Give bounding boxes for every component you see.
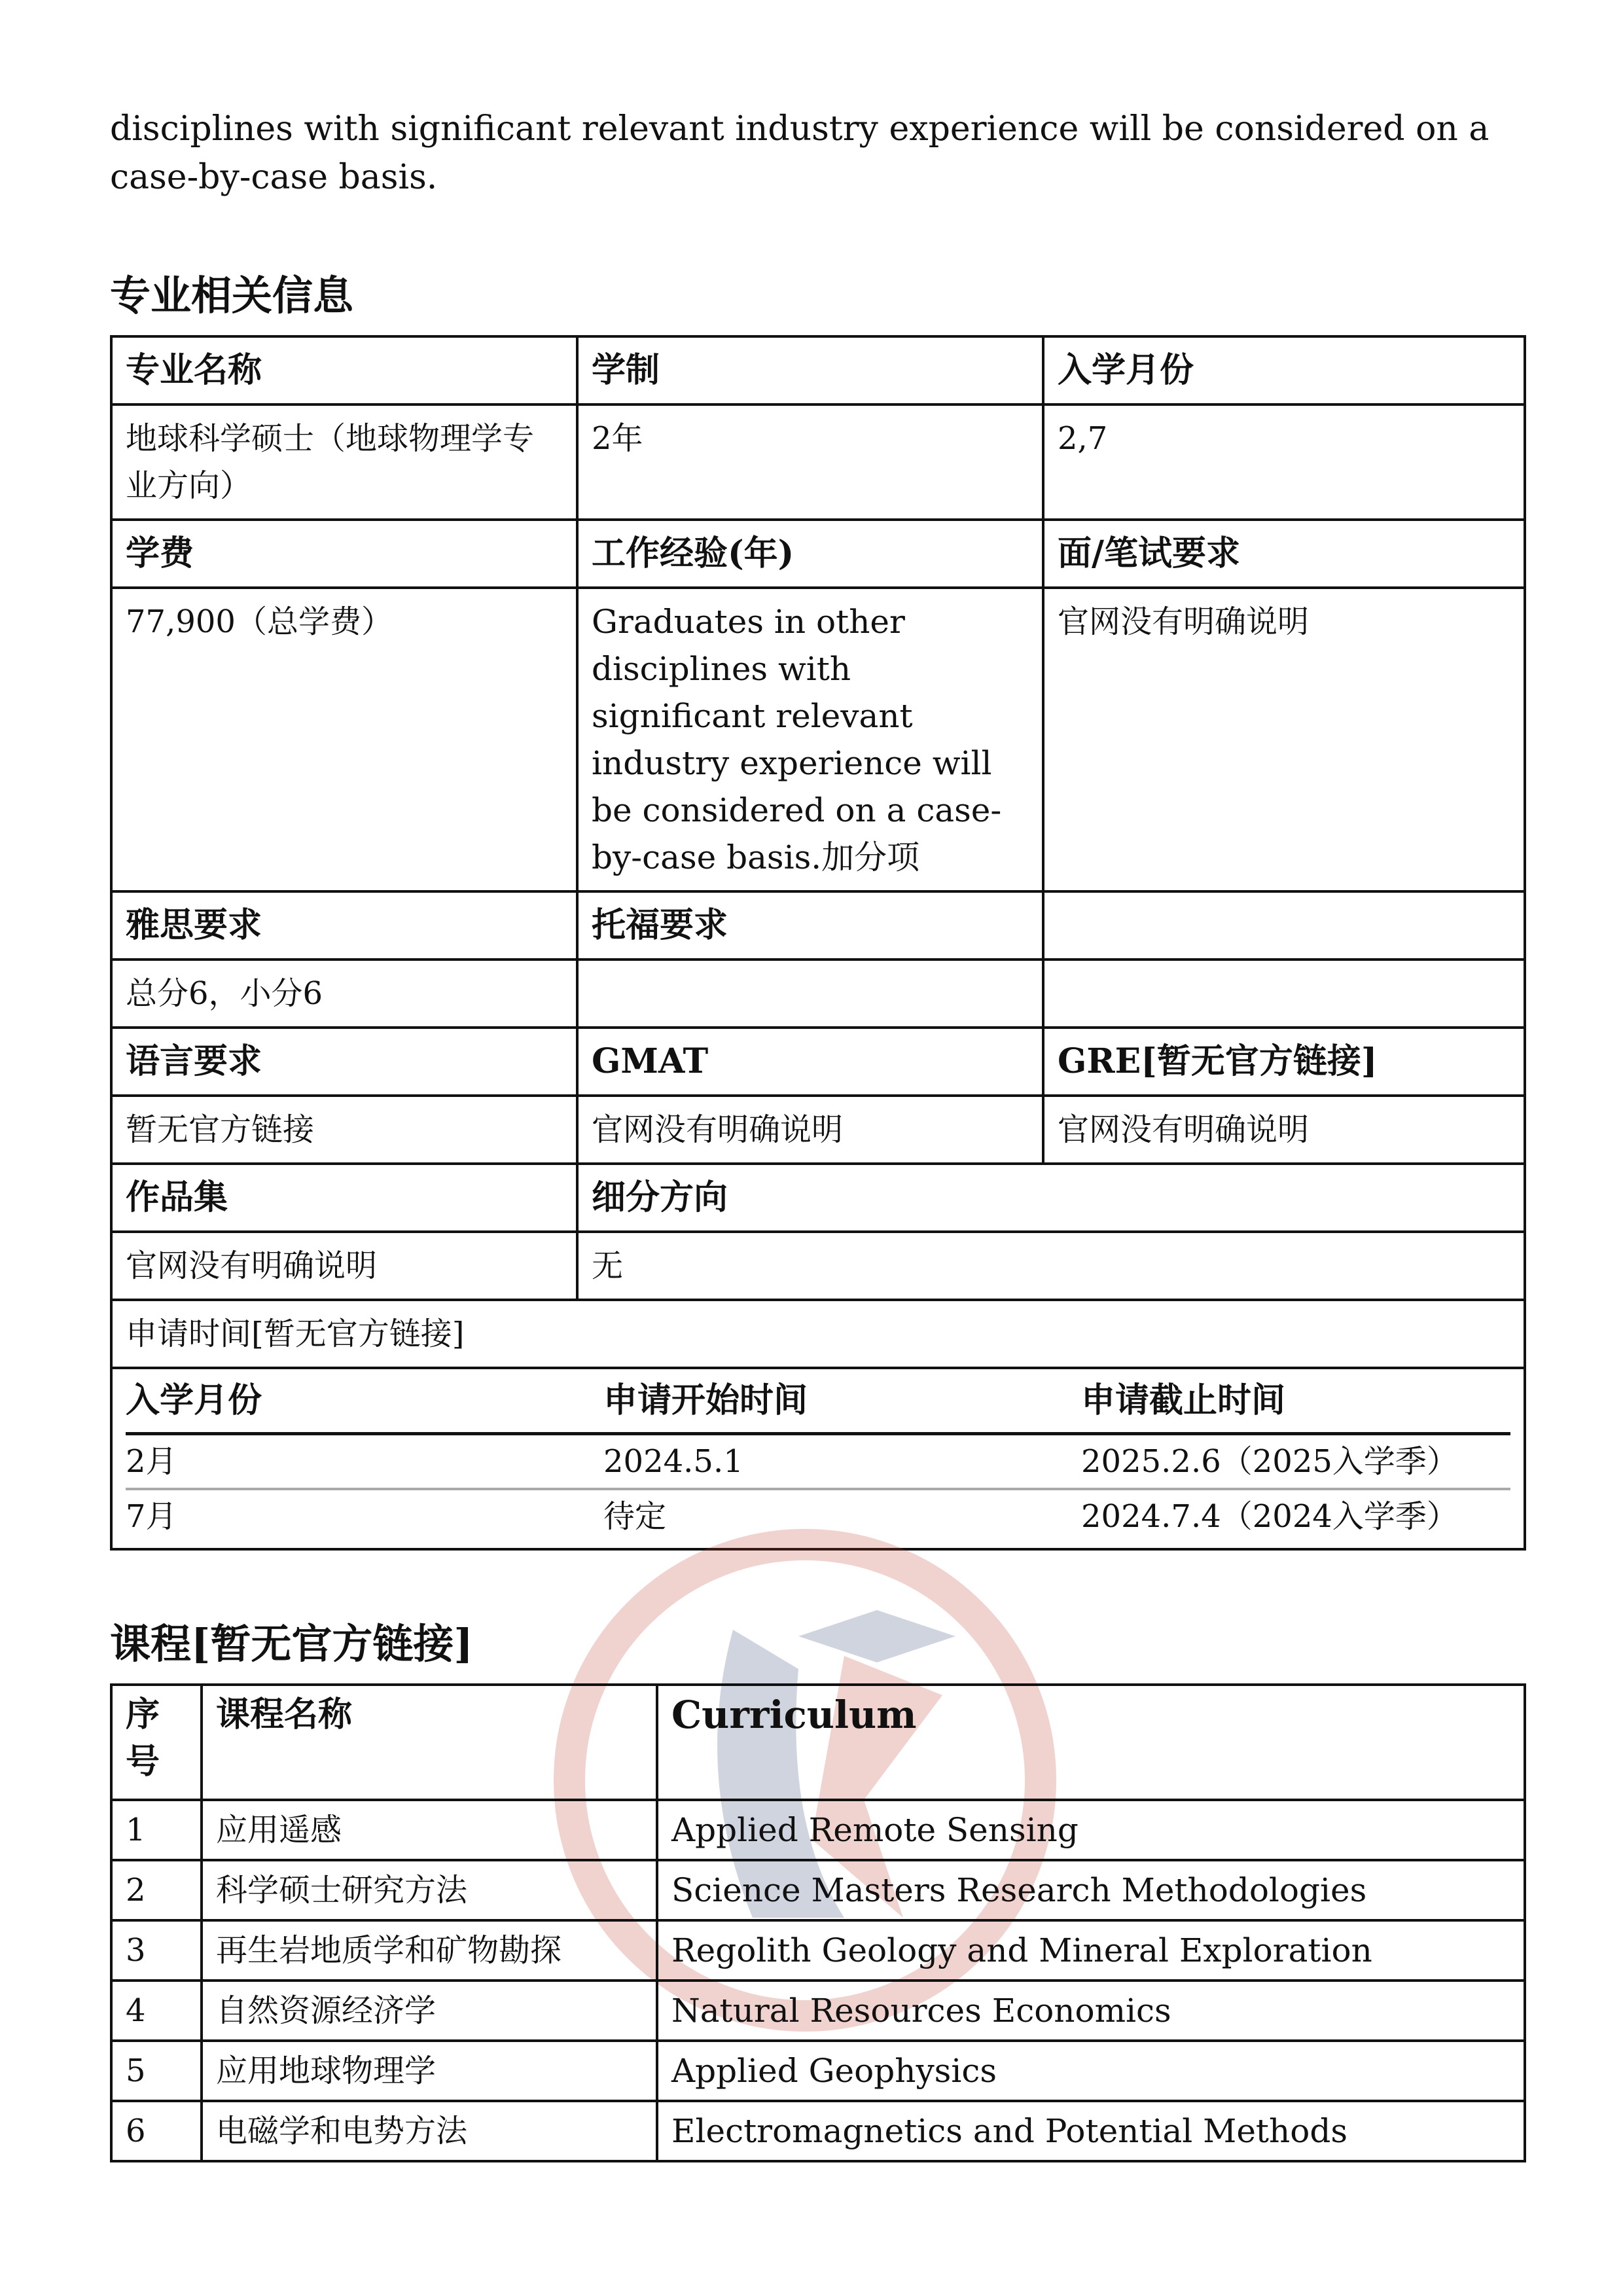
header-empty — [1043, 891, 1525, 960]
app-cell: 2024.5.1 — [603, 1434, 1081, 1490]
table-row — [111, 1232, 1525, 1300]
table-row — [111, 1685, 1525, 1800]
course-name-cn: 电磁学和电势方法 — [202, 2101, 657, 2161]
header-intake-month: 入学月份 — [1043, 336, 1525, 404]
table-row — [111, 1860, 1525, 1920]
value-work-experience: Graduates in other disciplines with significant relevant industry experience will be considered on a case-by-case basis.加分项 — [577, 588, 1043, 891]
value-language: 暂无官方链接 — [111, 1096, 577, 1164]
header-portfolio: 作品集 — [111, 1164, 577, 1232]
header-duration: 学制 — [577, 336, 1043, 404]
course-section-title: 课程[暂无官方链接] — [110, 1620, 473, 1668]
program-info-table — [110, 335, 1526, 1551]
value-gmat: 官网没有明确说明 — [577, 1096, 1043, 1164]
app-cell: 2月 — [126, 1434, 603, 1490]
app-cell: 7月 — [126, 1498, 177, 1535]
course-name-en: Regolith Geology and Mineral Exploration — [657, 1920, 1525, 1981]
value-gre: 官网没有明确说明 — [1043, 1096, 1525, 1164]
course-table — [110, 1683, 1526, 2162]
course-index: 4 — [111, 1981, 202, 2041]
course-name-cn: 应用遥感 — [202, 1800, 657, 1860]
course-index: 2 — [111, 1860, 202, 1920]
value-interview: 官网没有明确说明 — [1043, 588, 1525, 891]
table-row — [111, 891, 1525, 960]
app-cell: 2024.7.4（2024入学季） — [1081, 1498, 1458, 1535]
course-index: 6 — [111, 2101, 202, 2161]
course-index: 3 — [111, 1920, 202, 1981]
course-name-en: Natural Resources Economics — [657, 1981, 1525, 2041]
value-intake-month: 2,7 — [1043, 404, 1525, 520]
course-name-cn: 应用地球物理学 — [202, 2041, 657, 2101]
header-tuition: 学费 — [111, 520, 577, 588]
course-name-cn: 再生岩地质学和矿物勘探 — [202, 1920, 657, 1981]
course-index: 1 — [111, 1800, 202, 1860]
intro-paragraph: disciplines with significant relevant industry experience will be considered on a case-by-case basis. — [110, 109, 1489, 197]
table-row — [111, 520, 1525, 588]
value-empty — [1043, 960, 1525, 1028]
table-row — [111, 336, 1525, 404]
table-row — [111, 1096, 1525, 1164]
course-name-cn: 科学硕士研究方法 — [202, 1860, 657, 1920]
table-row — [111, 2041, 1525, 2101]
program-section-title: 专业相关信息 — [110, 272, 354, 319]
table-row — [111, 588, 1525, 891]
table-row — [111, 1300, 1525, 1368]
table-row — [111, 404, 1525, 520]
value-duration: 2年 — [577, 404, 1043, 520]
header-specialization: 细分方向 — [577, 1164, 1525, 1232]
course-index: 5 — [111, 2041, 202, 2101]
value-portfolio: 官网没有明确说明 — [111, 1232, 577, 1300]
app-cell: 2025.2.6（2025入学季） — [1081, 1434, 1510, 1490]
table-row — [126, 1434, 1510, 1490]
course-name-en: Applied Geophysics — [657, 2041, 1525, 2101]
value-program-name: 地球科学硕士（地球物理学专业方向） — [111, 404, 577, 520]
course-name-en: Applied Remote Sensing — [657, 1800, 1525, 1860]
course-name-cn: 自然资源经济学 — [202, 1981, 657, 2041]
header-gre: GRE[暂无官方链接] — [1043, 1028, 1525, 1096]
course-col-curriculum: Curriculum — [657, 1685, 1525, 1800]
header-toefl: 托福要求 — [577, 891, 1043, 960]
value-toefl — [577, 960, 1043, 1028]
header-work-experience: 工作经验(年) — [577, 520, 1043, 588]
table-row — [111, 1920, 1525, 1981]
course-name-en: Electromagnetics and Potential Methods — [657, 2101, 1525, 2161]
value-ielts: 总分6，小分6 — [111, 960, 577, 1028]
course-name-en: Science Masters Research Methodologies — [657, 1860, 1525, 1920]
table-row — [111, 1800, 1525, 1860]
application-time-title: 申请时间[暂无官方链接] — [111, 1300, 1525, 1368]
course-col-name: 课程名称 — [202, 1685, 657, 1800]
header-ielts: 雅思要求 — [111, 891, 577, 960]
app-col-start: 申请开始时间 — [603, 1369, 1081, 1434]
app-cell: 待定 — [603, 1498, 667, 1535]
table-row — [111, 960, 1525, 1028]
app-col-deadline: 申请截止时间 — [1081, 1369, 1510, 1434]
header-program-name: 专业名称 — [111, 336, 577, 404]
table-row — [111, 1028, 1525, 1096]
table-row — [111, 1164, 1525, 1232]
table-row — [111, 2101, 1525, 2161]
value-tuition: 77,900（总学费） — [111, 588, 577, 891]
table-row — [126, 1369, 1510, 1434]
value-specialization: 无 — [577, 1232, 1525, 1300]
header-gmat: GMAT — [577, 1028, 1043, 1096]
table-row — [111, 1981, 1525, 2041]
course-col-index: 序号 — [111, 1685, 202, 1800]
app-col-intake: 入学月份 — [126, 1369, 603, 1434]
header-language: 语言要求 — [111, 1028, 577, 1096]
header-interview: 面/笔试要求 — [1043, 520, 1525, 588]
